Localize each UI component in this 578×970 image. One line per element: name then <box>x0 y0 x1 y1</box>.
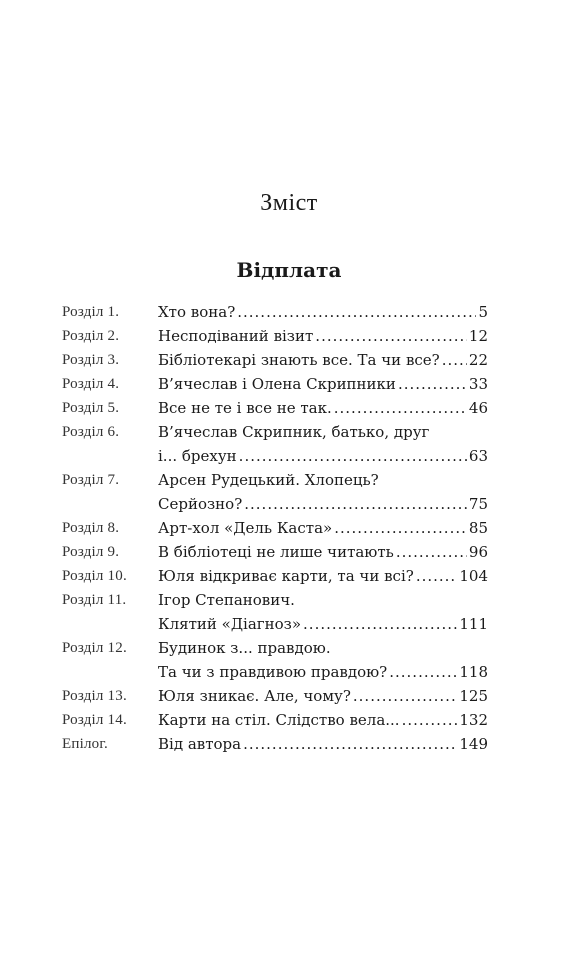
toc-entry-title <box>158 372 488 396</box>
dot-leader <box>416 564 458 588</box>
toc-entry-label: Розділ 2. <box>62 328 120 344</box>
toc-entry-title-line: Бібліотекарі знають все. Та чи все? <box>158 351 440 369</box>
toc-entry-title-line: Серйозно? <box>158 495 243 513</box>
toc-entry[interactable] <box>62 300 488 324</box>
dot-leader <box>402 708 458 732</box>
toc-entry-label: Розділ 4. <box>62 376 120 392</box>
toc-entry-page-number: 132 <box>459 711 488 729</box>
toc-entry[interactable] <box>62 396 488 420</box>
toc-entry-label: Розділ 12. <box>62 640 127 656</box>
toc-entry-title <box>158 324 488 348</box>
toc-entry-page-number: 46 <box>468 399 488 417</box>
dot-leader <box>334 396 467 420</box>
toc-entry[interactable] <box>62 684 488 708</box>
toc-entry[interactable] <box>62 468 488 516</box>
toc-entry[interactable] <box>62 516 488 540</box>
toc-entry-title <box>158 732 488 756</box>
toc-entry-page-number: 75 <box>468 495 488 513</box>
toc-entry-title-line: Будинок з... правдою. <box>158 639 331 657</box>
toc-entry[interactable] <box>62 636 488 684</box>
table-of-contents <box>62 300 488 756</box>
toc-entry-label: Розділ 13. <box>62 688 127 704</box>
toc-entry-label: Розділ 5. <box>62 400 120 416</box>
toc-entry[interactable] <box>62 348 488 372</box>
toc-entry-title-line: Ігор Степанович. <box>158 591 295 609</box>
dot-leader <box>398 372 467 396</box>
toc-entry-page-number: 104 <box>459 567 488 585</box>
toc-entry-title <box>158 588 488 636</box>
page-title: Зміст <box>260 190 318 216</box>
dot-leader <box>334 516 467 540</box>
toc-entry-title <box>158 516 488 540</box>
toc-entry-title-line: Та чи з правдивою правдою? <box>158 663 388 681</box>
toc-entry-title-line: В’ячеслав Скрипник, батько, друг <box>158 423 430 441</box>
dot-leader <box>237 300 476 324</box>
toc-entry-title-line: Арт-хол «Дель Каста» <box>158 519 333 537</box>
toc-entry-label: Розділ 10. <box>62 568 127 584</box>
toc-entry[interactable] <box>62 564 488 588</box>
toc-entry-title <box>158 708 488 732</box>
toc-entry-title-line: В’ячеслав і Олена Скрипники <box>158 375 396 393</box>
toc-entry-label: Розділ 6. <box>62 424 120 440</box>
toc-entry-title-line: Від автора <box>158 735 242 753</box>
toc-entry-label: Розділ 11. <box>62 592 127 608</box>
toc-entry-page-number: 22 <box>468 351 488 369</box>
dot-leader <box>396 540 467 564</box>
toc-entry-title-line: Хто вона? <box>158 303 236 321</box>
dot-leader <box>315 324 467 348</box>
toc-entry[interactable] <box>62 420 488 468</box>
toc-entry-page-number: 125 <box>459 687 488 705</box>
toc-entry[interactable] <box>62 732 488 756</box>
toc-entry-page-number: 85 <box>468 519 488 537</box>
toc-entry[interactable] <box>62 540 488 564</box>
dot-leader <box>442 348 467 372</box>
toc-entry-label: Розділ 8. <box>62 520 120 536</box>
toc-entry-title-line: Юля відкриває карти, та чи всі? <box>158 567 414 585</box>
toc-entry[interactable] <box>62 588 488 636</box>
toc-entry-page-number: 63 <box>468 447 488 465</box>
toc-entry-page-number: 118 <box>459 663 488 681</box>
toc-entry-page-number: 12 <box>468 327 488 345</box>
toc-entry-title-line: Клятий «Діагноз» <box>158 615 302 633</box>
dot-leader <box>244 492 467 516</box>
toc-entry-title-line: і... брехун <box>158 447 237 465</box>
toc-entry[interactable] <box>62 324 488 348</box>
toc-entry[interactable] <box>62 708 488 732</box>
toc-entry-label: Розділ 7. <box>62 472 120 488</box>
dot-leader <box>389 660 457 684</box>
toc-entry-title <box>158 636 488 684</box>
toc-entry-label: Розділ 9. <box>62 544 120 560</box>
toc-entry-page-number: 33 <box>468 375 488 393</box>
toc-entry-page-number: 149 <box>459 735 488 753</box>
toc-entry-title <box>158 420 488 468</box>
toc-entry-title-line: Арсен Рудецький. Хлопець? <box>158 471 379 489</box>
toc-entry-title <box>158 564 488 588</box>
toc-entry-title <box>158 396 488 420</box>
dot-leader <box>303 612 457 636</box>
toc-entry-title <box>158 468 488 516</box>
toc-entry-title-line: Все не те і все не так. <box>158 399 332 417</box>
toc-entry[interactable] <box>62 372 488 396</box>
dot-leader <box>239 444 467 468</box>
toc-entry-title-line: Карти на стіл. Слідство вела... <box>158 711 400 729</box>
toc-entry-title <box>158 300 488 324</box>
toc-entry-label: Розділ 1. <box>62 304 120 320</box>
toc-entry-title-line: В бібліотеці не лише читають <box>158 543 394 561</box>
toc-entry-label: Епілог. <box>62 736 108 752</box>
toc-entry-title <box>158 348 488 372</box>
toc-entry-page-number: 5 <box>478 303 488 321</box>
toc-entry-label: Розділ 3. <box>62 352 120 368</box>
toc-entry-title-line: Юля зникає. Але, чому? <box>158 687 351 705</box>
toc-entry-title <box>158 540 488 564</box>
toc-entry-page-number: 111 <box>459 615 488 633</box>
book-title: Відплата <box>236 258 342 282</box>
toc-entry-title-line: Несподіваний візит <box>158 327 314 345</box>
dot-leader <box>243 732 457 756</box>
dot-leader <box>353 684 457 708</box>
toc-entry-label: Розділ 14. <box>62 712 127 728</box>
toc-entry-page-number: 96 <box>468 543 488 561</box>
toc-entry-title <box>158 684 488 708</box>
